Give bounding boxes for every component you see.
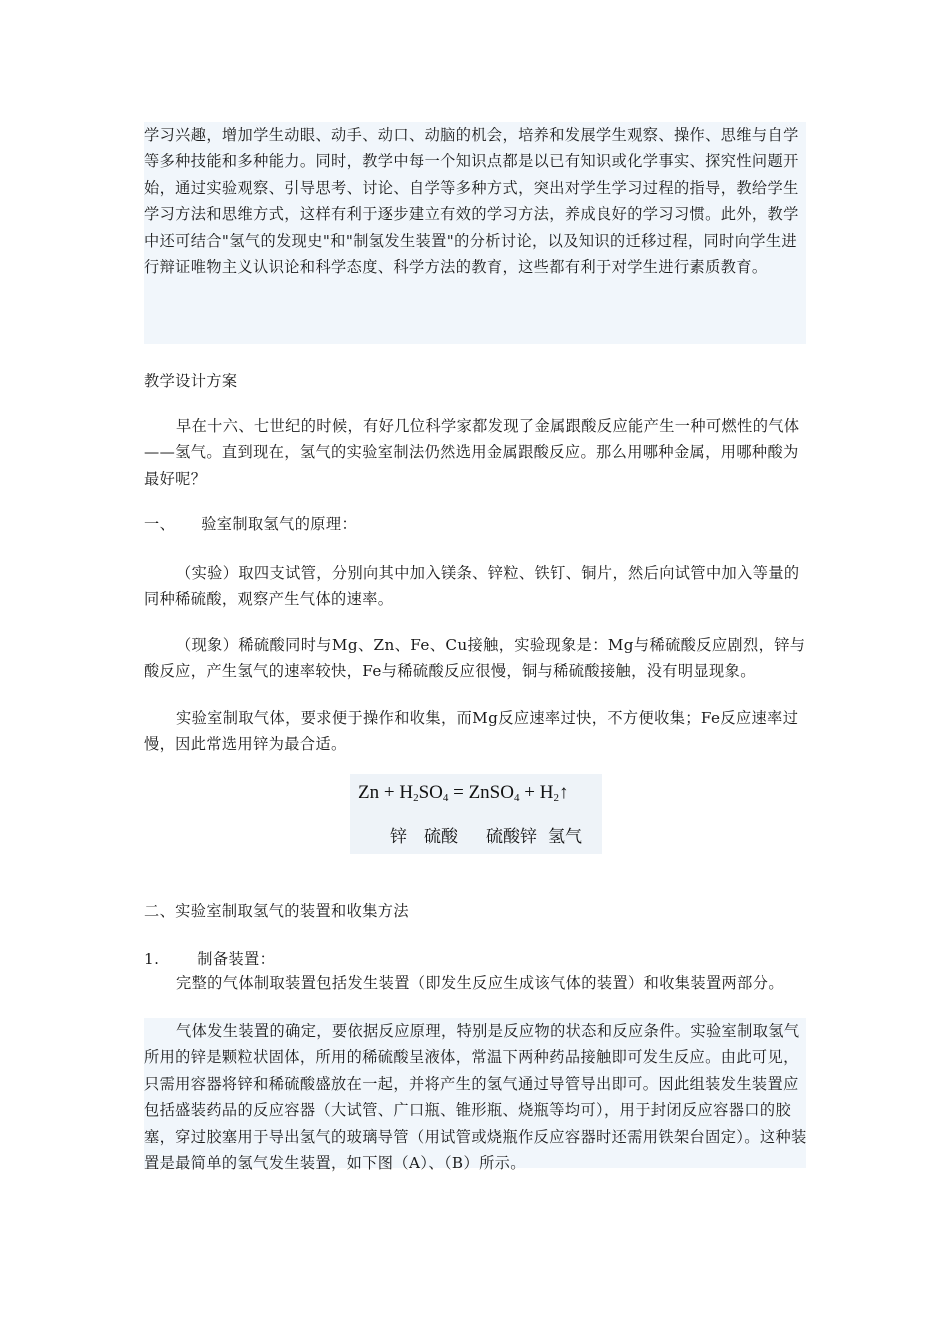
- section-1-heading: [144, 511, 808, 537]
- chemical-equation: $Zn + H_2SO_4$ = ZnSO$_4$ + $H_2↑$: [358, 782, 569, 804]
- name-hydrogen: 氢气: [548, 827, 582, 847]
- generator-paragraph: 气体发生装置的确定，要依据反应原理，特别是反应物的状态和反应条件。实验室制取氢气所用的锌是颗粒状固体，所用的稀硫酸呈液体，常温下两种药品接触即可发生反应。由此可见，只需用容器将锌和稀硫酸盛放在一起，并将产生的氢气通过导管导出即可。因此组装发生装置应包括盛装药品的反应容器（大试管、广口瓶、锥形瓶、烧瓶等均可），用于封闭反应容器口的胶塞，穿过胶塞用于导出氢气的玻璃导管（用试管或烧瓶作反应容器时还需用铁架台固定）。这种装置是最简单的氢气发生装置，如下图（A）、（B）所示。: [144, 1022, 807, 1173]
- item-1-heading: [144, 946, 808, 972]
- phenomenon-paragraph: （现象）稀硫酸同时与Mg、Zn、Fe、Cu接触，实验现象是：Mg与稀硫酸反应剧烈，锌与酸反应，产生氢气的速率较快，Fe与稀硫酸反应很慢，铜与稀硫酸接触，没有明显现象。: [144, 636, 806, 681]
- section-1-title: 验室制取氢气的原理：: [201, 515, 358, 533]
- conclusion-paragraph: 实验室制取气体，要求便于操作和收集，而Mg反应速率过快，不方便收集；Fe反应速率过慢，因此常选用锌为最合适。: [144, 709, 799, 754]
- section-1-number: 一、: [144, 515, 176, 533]
- experiment-paragraph: （实验）取四支试管，分别向其中加入镁条、锌粒、铁钉、铜片，然后向试管中加入等量的同种稀硫酸，观察产生气体的速率。: [144, 564, 800, 609]
- section-2-heading: 二、实验室制取氢气的装置和收集方法: [144, 902, 409, 920]
- item-1-number: 1.: [144, 950, 160, 968]
- name-sulfuric-acid: 硫酸: [424, 827, 458, 847]
- apparatus-paragraph: 完整的气体制取装置包括发生装置（即发生反应生成该气体的装置）和收集装置两部分。: [176, 974, 784, 992]
- opening-paragraph: 早在十六、七世纪的时候，有好几位科学家都发现了金属跟酸反应能产生一种可燃性的气体——氢气。直到现在，氢气的实验室制法仍然选用金属跟酸反应。那么用哪种金属，用哪种酸为最好呢？: [144, 417, 800, 488]
- chemical-equation-image: [350, 774, 602, 854]
- name-zinc: 锌: [390, 827, 407, 847]
- item-1-title: 制备装置：: [197, 950, 276, 968]
- name-zinc-sulfate: 硫酸锌: [486, 827, 537, 847]
- intro-paragraph: 学习兴趣，增加学生动眼、动手、动口、动脑的机会，培养和发展学生观察、操作、思维与自学等多种技能和多种能力。同时，教学中每一个知识点都是以已有知识或化学事实、探究性问题开始，通过实验观察、引导思考、讨论、自学等多种方式，突出对学生学习过程的指导，教给学生学习方法和思维方式，这样有利于逐步建立有效的学习方法，养成良好的学习习惯。此外，教学中还可结合"氢气的发现史"和"制氢发生装置"的分析讨论，以及知识的迁移过程，同时向学生进行辩证唯物主义认识论和科学态度、科学方法的教育，这些都有利于对学生进行素质教育。: [144, 126, 799, 277]
- design-title: 教学设计方案: [144, 372, 238, 390]
